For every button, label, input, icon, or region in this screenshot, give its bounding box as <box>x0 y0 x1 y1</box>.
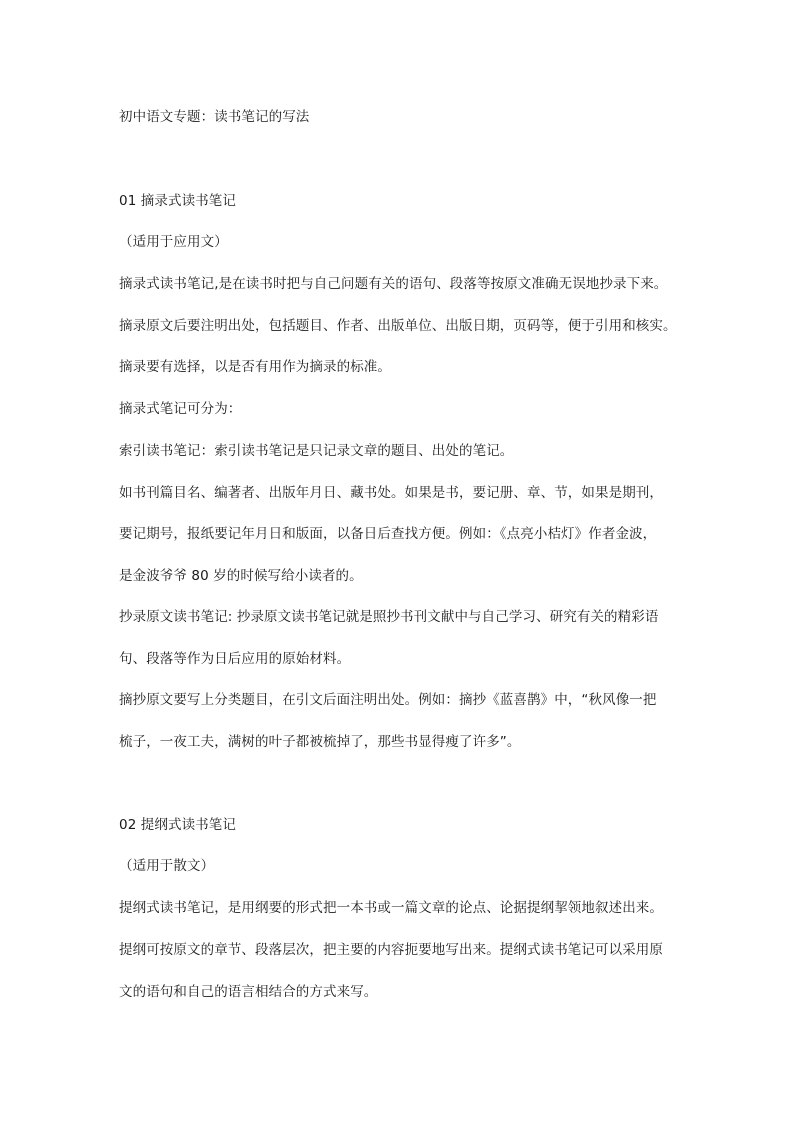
section-applicable-excerpt: （适用于应用文） <box>119 234 228 250</box>
paragraph-line: 是金波爷爷 80 岁的时候写给小读者的。 <box>119 568 363 584</box>
page-title: 初中语文专题：读书笔记的写法 <box>119 109 310 125</box>
paragraph-line: 文的语句和自己的语言相结合的方式来写。 <box>119 984 378 1000</box>
paragraph-line: 摘录式笔记可分为： <box>119 401 242 417</box>
paragraph-line: 摘录式读书笔记,是在读书时把与自己问题有关的语句、段落等按原文准确无误地抄录下来。 <box>119 276 668 292</box>
paragraph-line: 如书刊篇目名、编著者、出版年月日、藏书处。如果是书，要记册、章、节，如果是期刊， <box>119 485 663 501</box>
paragraph-line: 摘抄原文要写上分类题目，在引文后面注明出处。例如：摘抄《蓝喜鹊》中，“秋风像一把 <box>119 692 657 708</box>
paragraph-line: 摘录要有选择，以是否有用作为摘录的标准。 <box>119 359 391 375</box>
paragraph-line: 提纲可按原文的章节、段落层次，把主要的内容扼要地写出来。提纲式读书笔记可以采用原 <box>119 942 663 958</box>
paragraph-line: 摘录原文后要注明出处，包括题目、作者、出版单位、出版日期，页码等，便于引用和核实。 <box>119 318 677 334</box>
paragraph-line: 句、段落等作为日后应用的原始材料。 <box>119 651 351 667</box>
paragraph-line: 索引读书笔记：索引读书笔记是只记录文章的题目、出处的笔记。 <box>119 443 514 459</box>
section-heading-outline: 02 提纲式读书笔记 <box>119 817 236 833</box>
paragraph-line: 要记期号，报纸要记年月日和版面，以备日后查找方便。例如：《点亮小桔灯》作者金波， <box>119 526 657 542</box>
section-heading-excerpt: 01 摘录式读书笔记 <box>119 193 236 209</box>
paragraph-line: 提纲式读书笔记，是用纲要的形式把一本书或一篇文章的论点、论据提纲挈领地叙述出来。 <box>119 900 663 916</box>
paragraph-line: 抄录原文读书笔记: 抄录原文读书笔记就是照抄书刊文献中与自己学习、研究有关的精彩语 <box>119 609 659 625</box>
paragraph-line: 梳子，一夜工夫，满树的叶子都被梳掉了，那些书显得瘦了许多”。 <box>119 734 521 750</box>
section-applicable-outline: （适用于散文） <box>119 858 215 874</box>
